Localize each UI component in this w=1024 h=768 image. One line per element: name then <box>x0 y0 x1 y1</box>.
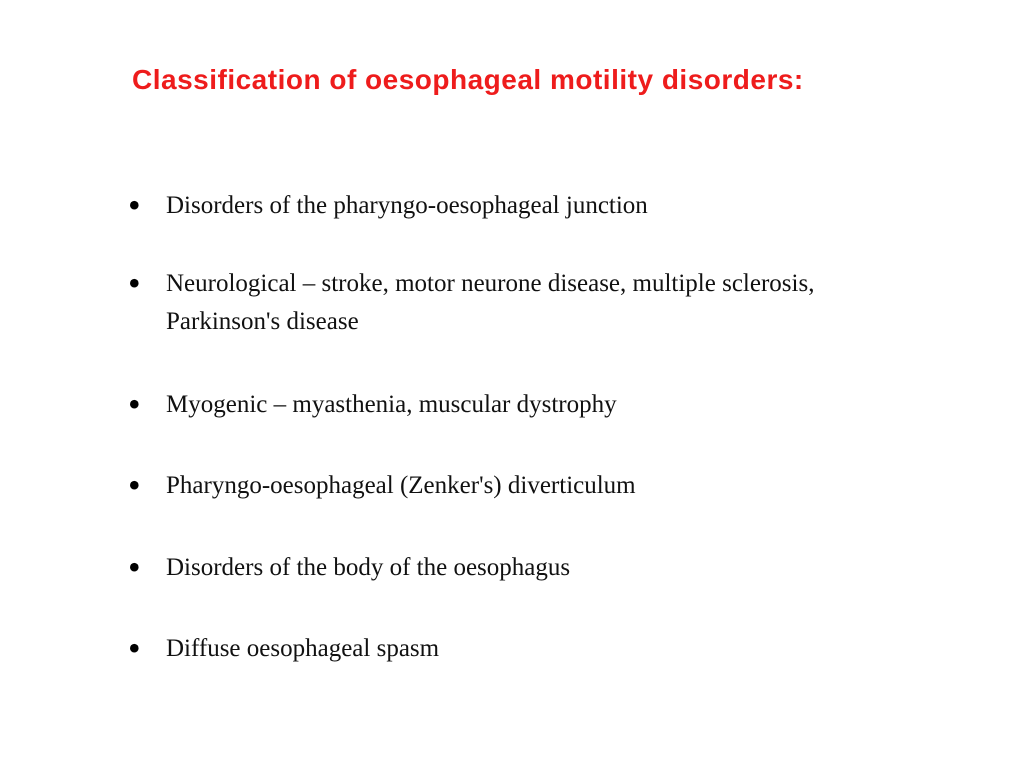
list-item-text: Disorders of the pharyngo-oesophageal junction <box>166 192 648 219</box>
bullet-icon: • <box>128 384 141 424</box>
list-item-text: Myogenic – myasthenia, muscular dystrophy <box>166 391 617 418</box>
list-item-text: Neurological – stroke, motor neurone disease, multiple sclerosis, Parkinson's disease <box>166 270 815 335</box>
bullet-icon: • <box>128 628 141 668</box>
bullet-icon: • <box>128 465 141 505</box>
list-item-text: Pharyngo-oesophageal (Zenker's) diverticulum <box>166 472 636 499</box>
bullet-icon: • <box>128 547 141 587</box>
list-item-text: Disorders of the body of the oesophagus <box>166 554 571 581</box>
bullet-icon: • <box>128 185 141 225</box>
slide-title: Classification of oesophageal motility disorders: <box>132 64 804 95</box>
bullet-icon: • <box>128 263 141 303</box>
list-item-text: Diffuse oesophageal spasm <box>166 635 440 662</box>
